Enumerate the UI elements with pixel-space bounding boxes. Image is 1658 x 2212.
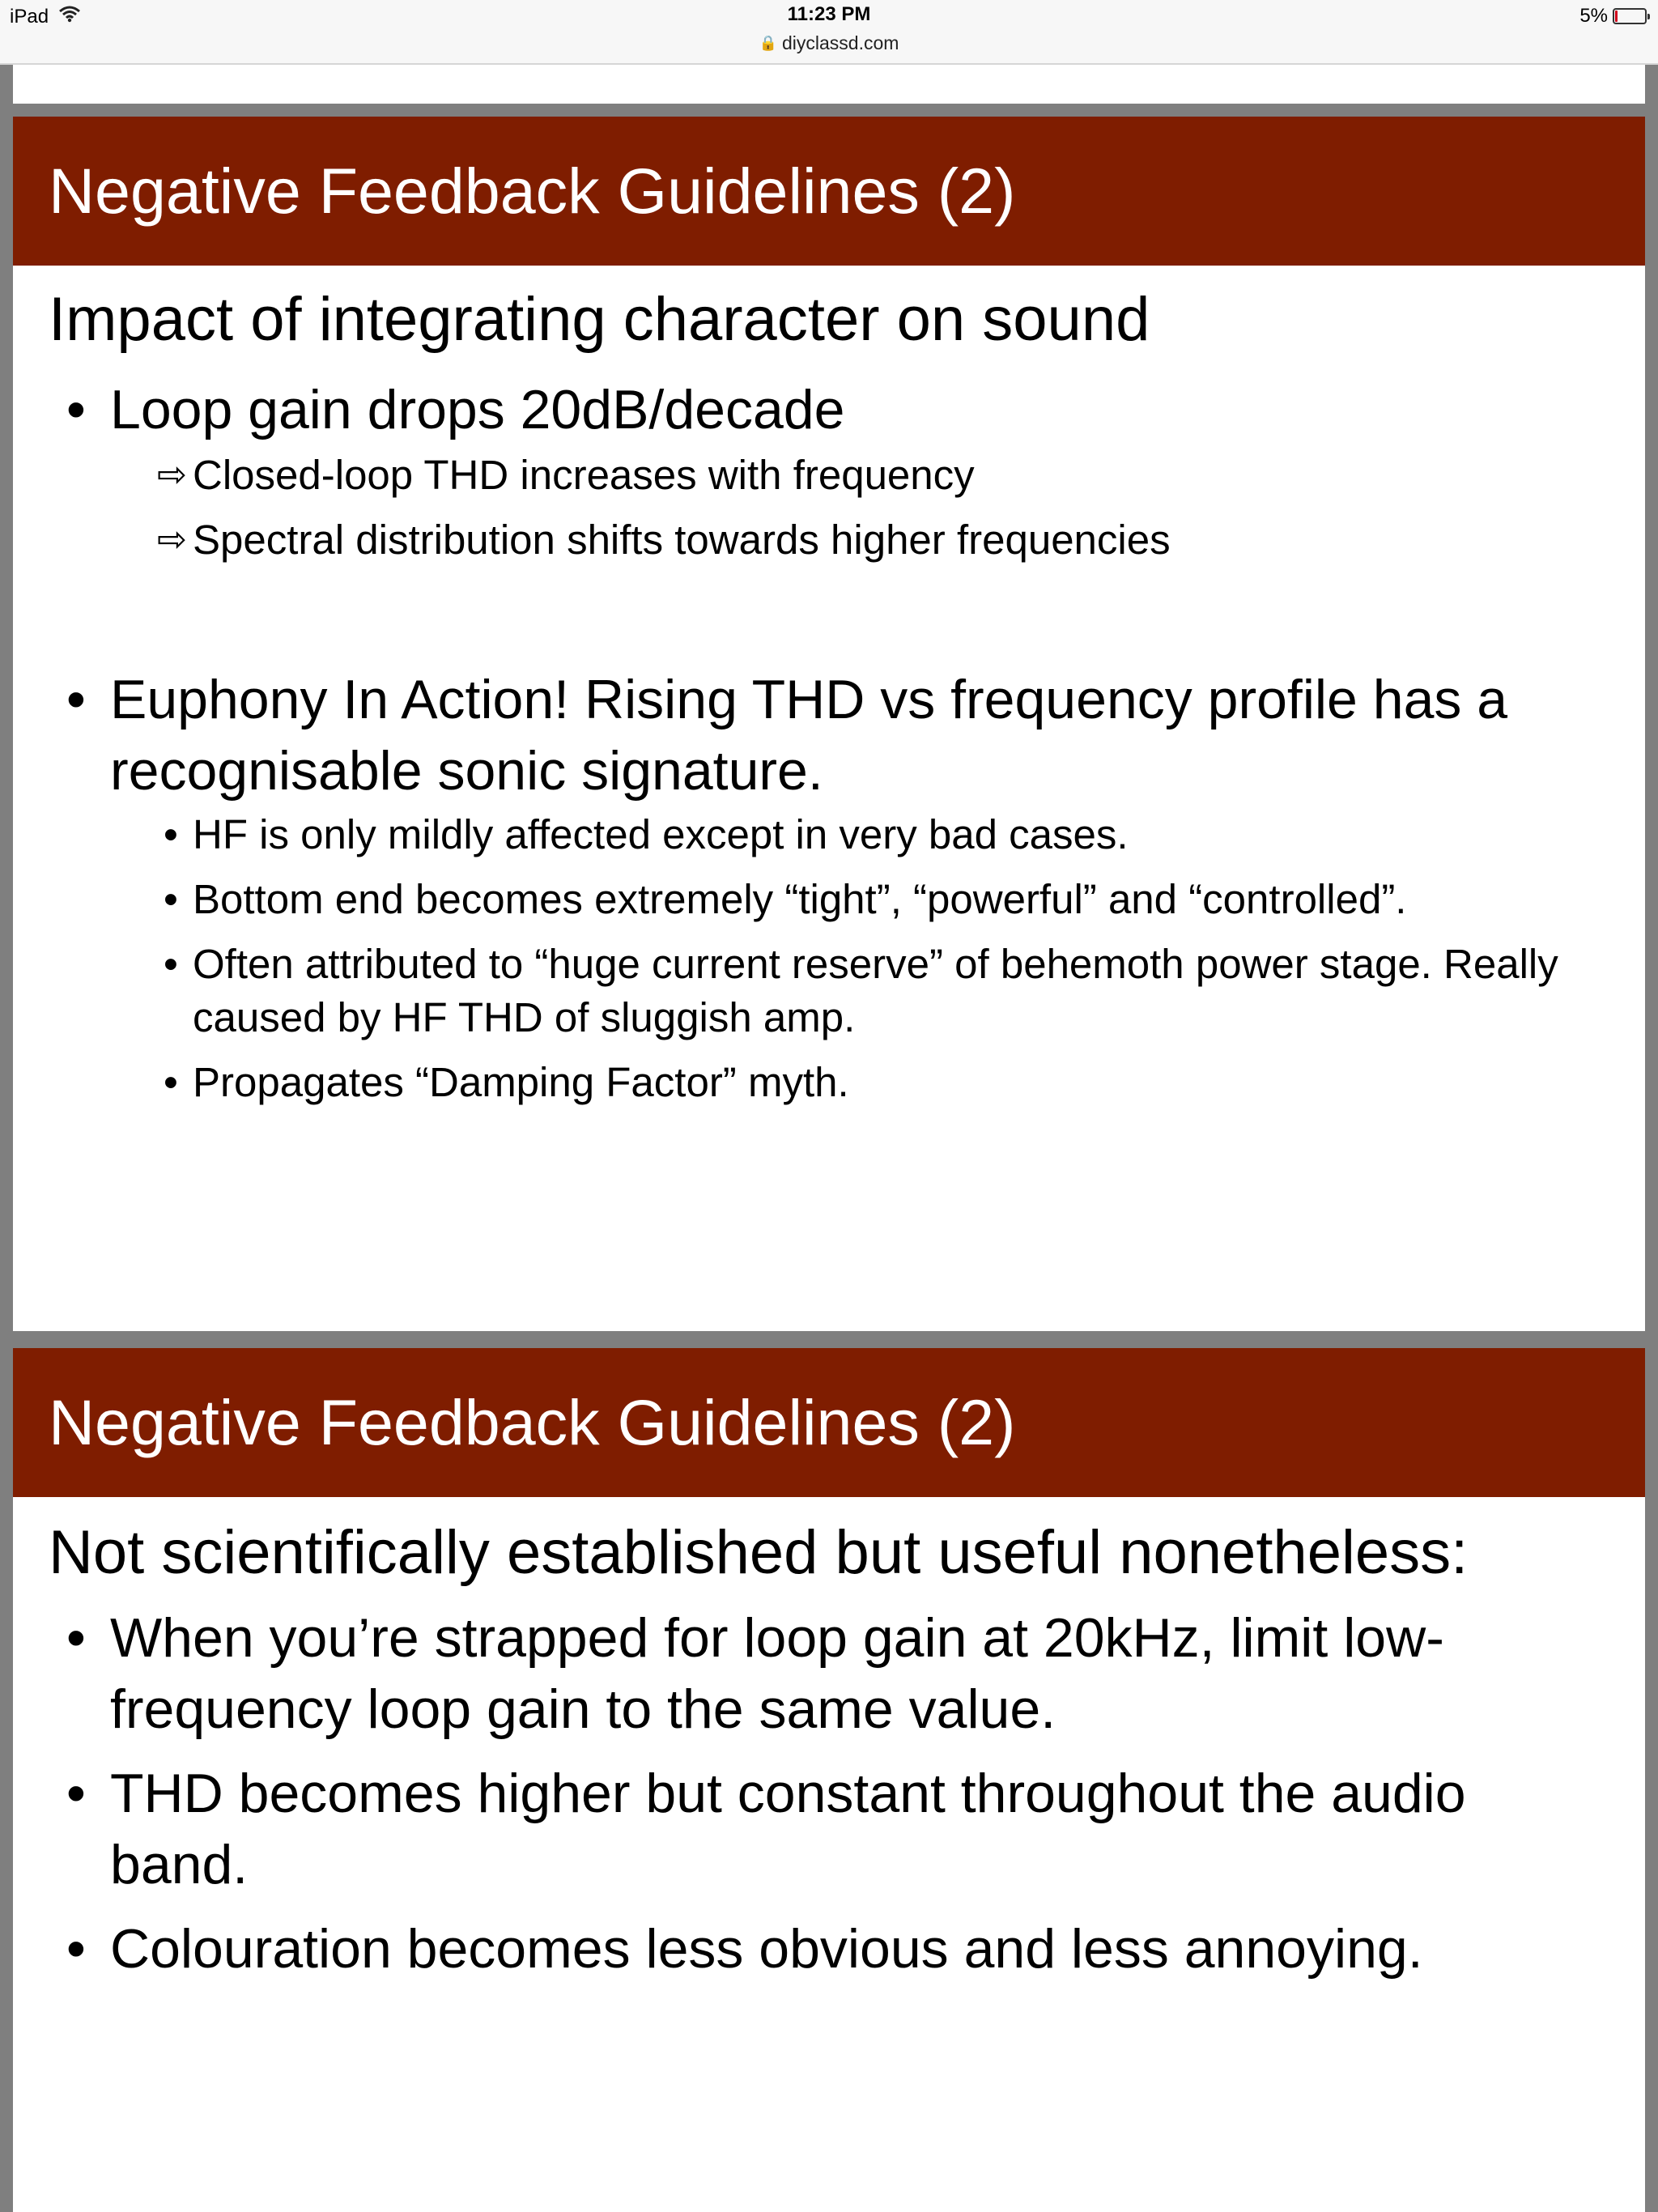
sub-bullet-text: Closed-loop THD increases with frequency [193,452,975,498]
bullet-dot: • [164,811,178,857]
battery-percent: 5% [1579,5,1608,27]
sub-bullet [49,513,1613,567]
address-url[interactable]: diyclassd.com [781,32,899,53]
battery-icon [1613,8,1647,24]
device-name: iPad [10,5,49,28]
bullet [49,664,1613,806]
sub-bullet-text: Bottom end becomes extremely “tight”, “powerful” and “controlled”. [193,876,1407,922]
bullet [49,1602,1613,1745]
slide-lead: Impact of integrating character on sound [49,285,1150,354]
bullet-dot: • [66,1763,86,1824]
sub-bullet-text: Spectral distribution shifts towards higher frequencies [193,517,1171,563]
bullet-dot: • [66,379,86,440]
sub-bullet [49,938,1613,1044]
arrow-right-icon: ⇨ [157,519,187,560]
bullet [49,1913,1613,1984]
bullet-dot: • [66,1607,86,1669]
bullet-text: Colouration becomes less obvious and less annoying. [110,1918,1423,1980]
slide-body [13,1516,1645,1984]
bullet-text: Loop gain drops 20dB/decade [110,379,845,440]
bullet [49,1758,1613,1900]
bullet-dot: • [164,1059,178,1105]
bullet-text: When you’re strapped for loop gain at 20kHz, limit low-frequency loop gain to the same value. [110,1607,1444,1740]
address-bar[interactable] [0,32,1658,54]
bullet-text: Euphony In Action! Rising THD vs frequency profile has a recognisable sonic signature. [110,669,1508,802]
sub-bullet [49,449,1613,502]
sub-bullet-text: HF is only mildly affected except in very bad cases. [193,811,1129,857]
bullet-dot: • [164,941,178,987]
lock-icon: 🔒 [759,35,777,51]
bullet-dot: • [66,1918,86,1980]
slide-lead: Not scientifically established but useful nonetheless: [49,1518,1469,1587]
sub-bullet [49,873,1613,926]
arrow-right-icon: ⇨ [157,454,187,496]
status-bar [0,0,1658,65]
clock: 11:23 PM [787,3,871,25]
slide-body [13,283,1645,1109]
previous-slide-remnant [13,65,1645,104]
bullet-dot: • [164,876,178,922]
sub-bullet-text: Often attributed to “huge current reserve” of behemoth power stage. Really caused by HF THD of sluggish amp. [193,941,1558,1040]
sub-bullet [49,808,1613,861]
slide-2 [13,1348,1645,2212]
slide-title: Negative Feedback Guidelines (2) [13,1348,1645,1497]
bullet-text: THD becomes higher but constant throughout the audio band. [110,1763,1466,1895]
status-right [1579,5,1647,28]
bullet [49,374,1613,445]
bullet-dot: • [66,669,86,730]
sub-bullet-text: Propagates “Damping Factor” myth. [193,1059,849,1105]
slide-1 [13,117,1645,1331]
slide-title: Negative Feedback Guidelines (2) [13,117,1645,266]
sub-bullet [49,1056,1613,1109]
